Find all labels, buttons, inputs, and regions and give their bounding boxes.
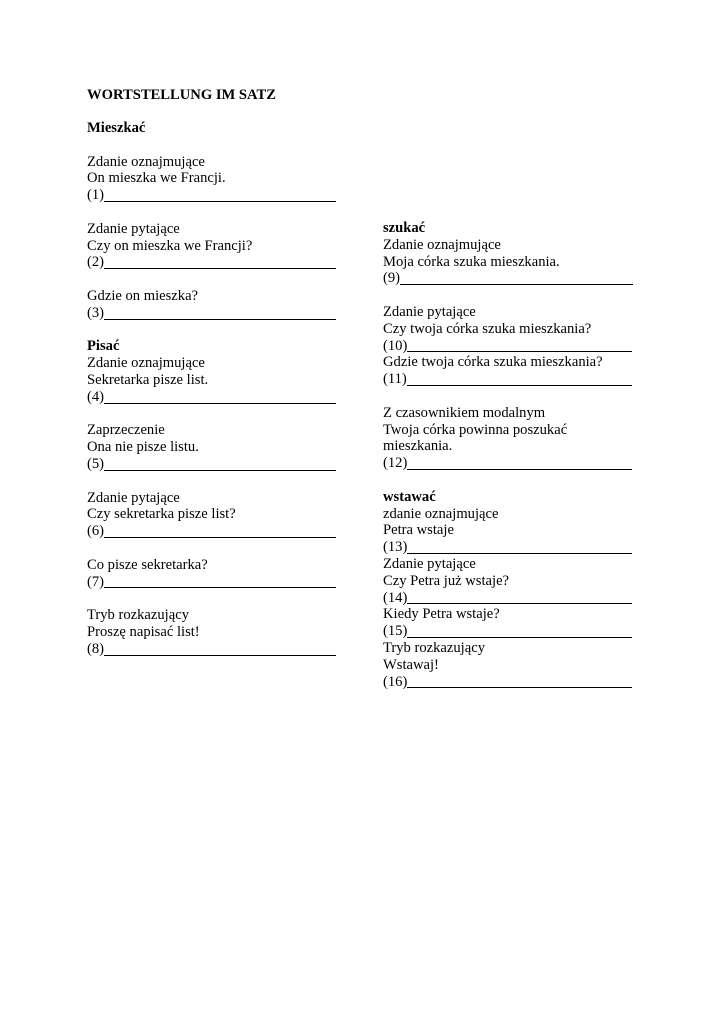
- spacer: [383, 472, 638, 489]
- spacer: [383, 287, 638, 304]
- imperative-example: Wstawaj!: [383, 656, 439, 673]
- answer-blank[interactable]: [104, 188, 336, 202]
- answer-number: (7): [87, 573, 105, 590]
- answer-number: (1): [87, 187, 105, 204]
- question-label: Zdanie pytające: [87, 489, 180, 506]
- statement-example: Sekretarka pisze list.: [87, 371, 209, 388]
- wh-question: Kiedy Petra wstaje?: [383, 606, 500, 623]
- section-heading-wstawac: wstawać: [383, 488, 436, 505]
- answer-blank[interactable]: [104, 390, 336, 404]
- answer-blank[interactable]: [104, 642, 336, 656]
- answer-blank[interactable]: [104, 574, 336, 588]
- question-label: Zdanie pytające: [383, 303, 476, 320]
- statement-label: Zdanie oznajmujące: [87, 153, 205, 170]
- statement-label: Zdanie oznajmujące: [383, 236, 501, 253]
- right-column: [383, 220, 638, 690]
- section-heading-szukac: szukać: [383, 220, 426, 236]
- answer-number: (6): [87, 523, 105, 540]
- answer-line-12[interactable]: [383, 455, 638, 472]
- answer-blank[interactable]: [104, 306, 336, 320]
- spacer: [87, 406, 342, 423]
- wh-question: Co pisze sekretarka?: [87, 556, 208, 573]
- question-example: Czy sekretarka pisze list?: [87, 506, 236, 523]
- spacer: [87, 271, 342, 288]
- answer-number: (4): [87, 388, 105, 405]
- answer-blank[interactable]: [407, 674, 632, 688]
- answer-line-2[interactable]: [87, 254, 342, 271]
- spacer: [87, 473, 342, 490]
- answer-blank[interactable]: [407, 338, 632, 352]
- answer-line-5[interactable]: [87, 456, 342, 473]
- answer-number: (11): [383, 371, 407, 388]
- modal-label: Z czasownikiem modalnym: [383, 404, 546, 421]
- question-example: Czy Petra już wstaje?: [383, 572, 510, 589]
- answer-number: (5): [87, 455, 105, 472]
- answer-blank[interactable]: [407, 456, 632, 470]
- answer-number: (12): [383, 455, 408, 472]
- answer-line-14[interactable]: [383, 590, 638, 607]
- answer-line-1[interactable]: [87, 187, 342, 204]
- wh-question: Gdzie twoja córka szuka mieszkania?: [383, 354, 603, 371]
- section-heading-pisac: Pisać: [87, 338, 120, 355]
- answer-line-15[interactable]: [383, 623, 638, 640]
- imperative-label: Tryb rozkazujący: [87, 607, 189, 624]
- answer-blank[interactable]: [407, 540, 632, 554]
- question-example: Czy twoja córka szuka mieszkania?: [383, 320, 592, 337]
- answer-number: (15): [383, 623, 408, 640]
- statement-example: Moja córka szuka mieszkania.: [383, 253, 560, 270]
- answer-number: (14): [383, 589, 408, 606]
- answer-line-4[interactable]: [87, 389, 342, 406]
- answer-number: (3): [87, 304, 105, 321]
- answer-line-9[interactable]: [383, 270, 638, 287]
- negation-example: Ona nie pisze listu.: [87, 439, 199, 456]
- question-label: Zdanie pytające: [87, 220, 180, 237]
- section-heading-mieszkac: Mieszkać: [87, 120, 146, 136]
- answer-number: (8): [87, 640, 105, 657]
- answer-number: (9): [383, 270, 401, 287]
- modal-example-line2: mieszkania.: [383, 438, 453, 455]
- answer-blank[interactable]: [407, 590, 632, 604]
- answer-blank[interactable]: [400, 271, 633, 285]
- spacer: [87, 322, 342, 339]
- spacer: [87, 590, 342, 607]
- page-title: WORTSTELLUNG IM SATZ: [87, 87, 276, 103]
- answer-line-6[interactable]: [87, 523, 342, 540]
- wh-question: Gdzie on mieszka?: [87, 287, 199, 304]
- answer-line-10[interactable]: [383, 338, 638, 355]
- spacer: [87, 137, 342, 154]
- statement-example: Petra wstaje: [383, 522, 454, 539]
- statement-label: Zdanie oznajmujące: [87, 355, 205, 372]
- answer-number: (16): [383, 673, 408, 690]
- answer-line-11[interactable]: [383, 371, 638, 388]
- answer-line-16[interactable]: [383, 674, 638, 691]
- imperative-label: Tryb rozkazujący: [383, 639, 485, 656]
- answer-blank[interactable]: [104, 255, 336, 269]
- spacer: [87, 204, 342, 221]
- modal-example-line1: Twoja córka powinna poszukać: [383, 421, 568, 438]
- answer-number: (2): [87, 254, 105, 271]
- answer-line-3[interactable]: [87, 305, 342, 322]
- statement-example: On mieszka we Francji.: [87, 170, 226, 187]
- answer-blank[interactable]: [104, 457, 336, 471]
- answer-blank[interactable]: [407, 372, 632, 386]
- question-label: Zdanie pytające: [383, 555, 476, 572]
- answer-number: (13): [383, 539, 408, 556]
- question-example: Czy on mieszka we Francji?: [87, 237, 253, 254]
- negation-label: Zaprzeczenie: [87, 422, 165, 439]
- answer-blank[interactable]: [104, 524, 336, 538]
- answer-blank[interactable]: [407, 624, 632, 638]
- spacer: [383, 388, 638, 405]
- answer-line-13[interactable]: [383, 539, 638, 556]
- imperative-example: Proszę napisać list!: [87, 623, 200, 640]
- answer-line-8[interactable]: [87, 641, 342, 658]
- spacer: [87, 540, 342, 557]
- left-column: [87, 120, 342, 658]
- statement-label: zdanie oznajmujące: [383, 505, 499, 522]
- answer-number: (10): [383, 337, 408, 354]
- answer-line-7[interactable]: [87, 574, 342, 591]
